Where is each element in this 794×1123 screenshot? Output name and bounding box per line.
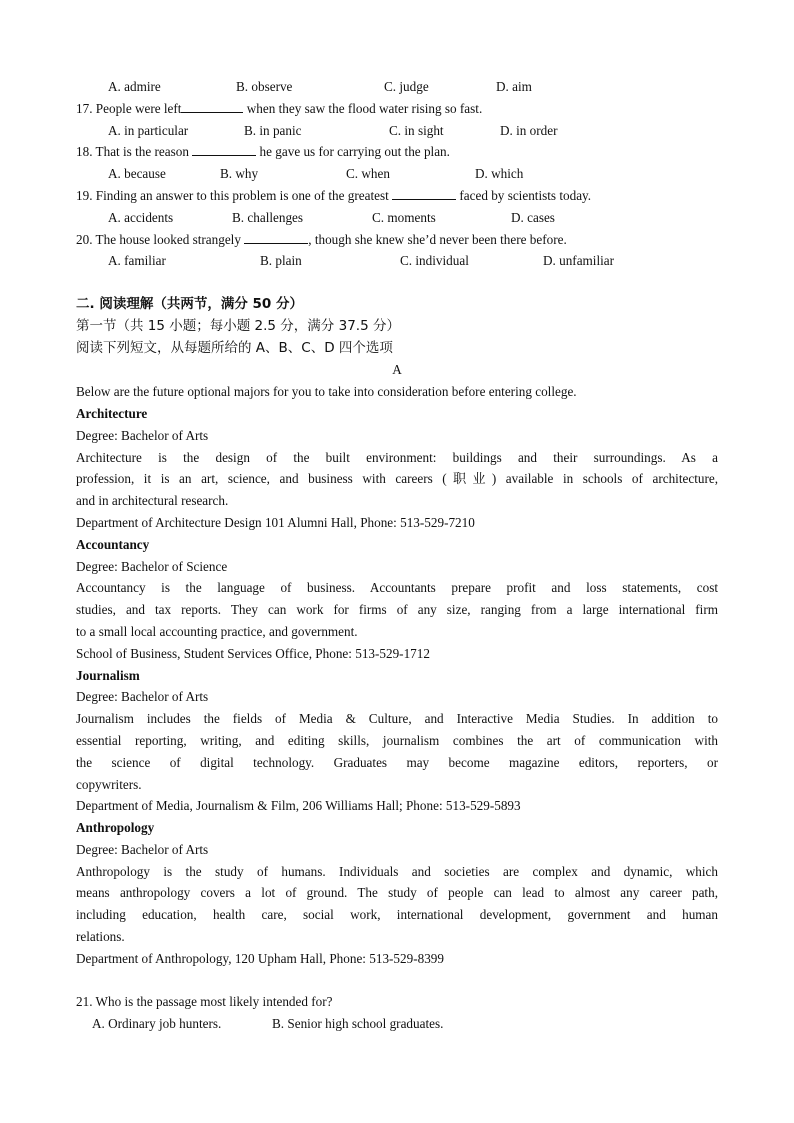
q16-options [76,76,718,98]
major-text-line: relations. [76,929,125,945]
q20-options [76,250,718,272]
q20-option-b[interactable]: B. plain [260,253,302,269]
major-contact-anthropology: Department of Anthropology, 120 Upham Hall, Phone: 513-529-8399 [76,950,444,966]
q18-option-c[interactable]: C. when [346,166,390,182]
q19-options [76,207,718,229]
major-degree-accountancy: Degree: Bachelor of Science [76,558,228,574]
part-one-title: 第一节（共 15 小题；每小题 2.5 分，满分 37.5 分） [76,317,400,334]
q17-option-b[interactable]: B. in panic [244,122,302,138]
major-text-line: studies, and tax reports. They can work for firms of any size, ranging from a large international firm [76,602,718,618]
q20-stem-pre: 20. The house looked strangely [76,231,245,247]
q21-option-b[interactable]: B. Senior high school graduates. [272,1016,444,1032]
q19-option-a[interactable]: A. accidents [108,209,174,225]
q17-option-a[interactable]: A. in particular [108,122,189,138]
major-degree-architecture: Degree: Bachelor of Arts [76,427,209,443]
q18-stem-post: he gave us for carrying out the plan. [256,144,450,160]
q17-stem-pre: 17. People were left [76,100,182,116]
instruction: 阅读下列短文，从每题所给的 A、B、C、D 四个选项 [76,339,393,356]
q20-option-a[interactable]: A. familiar [108,253,166,269]
major-text-line: to a small local accounting practice, and government. [76,623,358,639]
major-text-line: essential reporting, writing, and editing skills, journalism combines the art of communication with [76,732,718,748]
q17-stem-post: when they saw the flood water rising so fast. [243,100,483,116]
q18-stem-pre: 18. That is the reason [76,144,193,160]
q16-option-d[interactable]: D. aim [496,79,532,94]
major-text-line: copywriters. [76,776,142,792]
q17-option-c[interactable]: C. in sight [389,122,444,138]
q18-blank [192,141,256,156]
q20-blank [244,229,308,244]
q18-option-a[interactable]: A. because [108,166,166,182]
passage-letter: A [392,362,402,378]
major-contact-accountancy: School of Business, Student Services Office, Phone: 513-529-1712 [76,645,430,661]
section-title: 二. 阅读理解（共两节，满分 50 分） [76,295,304,312]
q18-stem [76,141,718,163]
major-title-journalism: Journalism [76,667,140,683]
q17-blank [181,98,243,113]
q21-stem: 21. Who is the passage most likely intended for? [76,994,333,1010]
passage-intro: Below are the future optional majors for you to take into consideration before entering college. [76,384,577,400]
q16-option-c[interactable]: C. judge [384,79,429,94]
q19-stem-pre: 19. Finding an answer to this problem is one of the greatest [76,187,393,203]
q19-blank [392,185,456,200]
q17-stem [76,98,718,120]
q19-option-c[interactable]: C. moments [372,209,436,225]
spacer [76,970,718,992]
major-contact-journalism: Department of Media, Journalism & Film, 206 Williams Hall; Phone: 513-529-5893 [76,798,521,814]
exam-page [76,76,718,1035]
major-text-line: including education, health care, social work, international development, government and human [76,907,718,923]
q16-option-a[interactable]: A. admire [108,79,161,94]
major-title-architecture: Architecture [76,405,148,421]
q21-option-a[interactable]: A. Ordinary job hunters. [92,1016,222,1032]
q18-option-b[interactable]: B. why [220,166,259,182]
q20-stem [76,229,718,251]
q19-stem-post: faced by scientists today. [456,187,592,203]
q19-stem [76,185,718,207]
q20-stem-post: , though she knew she’d never been there before. [308,231,567,247]
spacer [76,272,718,294]
q17-options [76,120,718,142]
q19-option-b[interactable]: B. challenges [232,209,304,225]
q17-option-d[interactable]: D. in order [500,122,558,138]
major-degree-anthropology: Degree: Bachelor of Arts [76,841,209,857]
major-title-accountancy: Accountancy [76,536,150,552]
major-degree-journalism: Degree: Bachelor of Arts [76,689,209,705]
q18-option-d[interactable]: D. which [475,166,524,182]
major-contact-architecture: Department of Architecture Design 101 Alumni Hall, Phone: 513-529-7210 [76,514,475,530]
q19-option-d[interactable]: D. cases [511,209,555,225]
major-text-line: means anthropology covers a lot of ground. The study of people can lead to almost any career path, [76,885,718,901]
q20-option-c[interactable]: C. individual [400,253,469,269]
q16-option-b[interactable]: B. observe [236,79,293,94]
major-title-anthropology: Anthropology [76,820,155,836]
major-text-line: and in architectural research. [76,493,229,509]
major-text-line: Journalism includes the fields of Media & Culture, and Interactive Media Studies. In addition to [76,711,718,727]
q20-option-d[interactable]: D. unfamiliar [543,253,615,269]
major-text-line: Accountancy is the language of business. Accountants prepare profit and loss statements, cost [76,580,718,596]
major-text-line: Architecture is the design of the built environment: buildings and their surroundings. As a [76,449,718,465]
major-text-line: profession, it is an art, science, and business with careers (职业) available in schools of architecture, [76,471,718,487]
q18-options [76,163,718,185]
major-text-line: the science of digital technology. Graduates may become magazine editors, reporters, or [76,754,718,770]
q21-options [76,1013,718,1035]
major-text-line: Anthropology is the study of humans. Individuals and societies are complex and dynamic, which [76,863,718,879]
